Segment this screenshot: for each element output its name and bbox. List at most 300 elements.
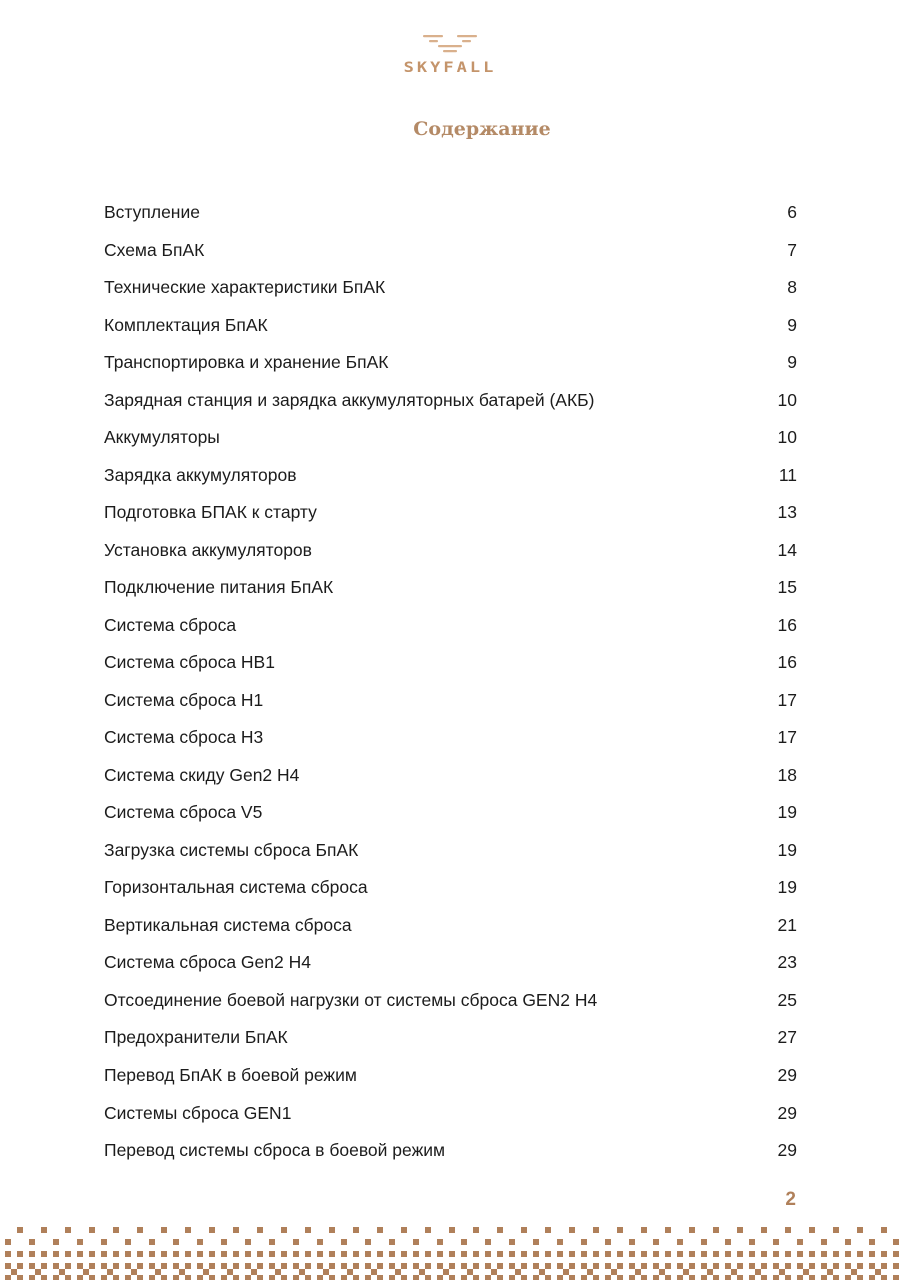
pattern-dot: [461, 1251, 467, 1257]
pattern-dot: [605, 1251, 611, 1257]
pattern-dot: [197, 1263, 203, 1269]
pattern-dot: [461, 1239, 467, 1245]
toc-entry[interactable]: [104, 500, 797, 524]
pattern-dot: [461, 1263, 467, 1269]
toc-entry[interactable]: [104, 838, 797, 862]
pattern-dot: [677, 1239, 683, 1245]
pattern-dot: [41, 1263, 47, 1269]
pattern-dot: [317, 1263, 323, 1269]
pattern-dot: [35, 1269, 41, 1275]
pattern-dot: [449, 1251, 455, 1257]
pattern-dot: [533, 1275, 539, 1280]
pattern-dot: [755, 1269, 761, 1275]
pattern-dot: [269, 1251, 275, 1257]
pattern-dot: [641, 1227, 647, 1233]
toc-entry-page: 23: [777, 952, 797, 973]
pattern-dot: [563, 1269, 569, 1275]
pattern-dot: [41, 1275, 47, 1280]
pattern-dot: [809, 1251, 815, 1257]
pattern-dot: [425, 1251, 431, 1257]
pattern-dot: [749, 1263, 755, 1269]
pattern-dot: [497, 1263, 503, 1269]
pattern-dot: [461, 1275, 467, 1280]
pattern-dot: [881, 1263, 887, 1269]
pattern-dot: [467, 1269, 473, 1275]
pattern-dot: [41, 1251, 47, 1257]
pattern-dot: [845, 1263, 851, 1269]
pattern-dot: [161, 1227, 167, 1233]
toc-entry-page: 18: [777, 764, 797, 785]
pattern-dot: [581, 1251, 587, 1257]
pattern-dot: [11, 1269, 17, 1275]
pattern-dot: [533, 1239, 539, 1245]
pattern-dot: [641, 1251, 647, 1257]
pattern-dot: [473, 1227, 479, 1233]
pattern-dot: [5, 1263, 11, 1269]
pattern-dot: [617, 1251, 623, 1257]
toc-entry-label: Перевод БпАК в боевой режим: [104, 1065, 357, 1085]
pattern-dot: [365, 1275, 371, 1280]
pattern-dot: [869, 1239, 875, 1245]
pattern-dot: [185, 1227, 191, 1233]
toc-entry-label: Система сброса Gen2 H4: [104, 952, 311, 973]
pattern-dot: [749, 1251, 755, 1257]
pattern-dot: [161, 1251, 167, 1257]
toc-entry[interactable]: [104, 763, 797, 787]
toc-entry[interactable]: [104, 950, 797, 974]
pattern-dot: [101, 1251, 107, 1257]
toc-entry-label: Зарядка аккумуляторов: [104, 464, 297, 485]
pattern-dot: [329, 1227, 335, 1233]
pattern-dot: [581, 1239, 587, 1245]
toc-entry-page: 27: [777, 1027, 797, 1048]
pixel-dot-pattern-icon: [0, 1215, 900, 1280]
toc-entry[interactable]: [104, 613, 797, 637]
pattern-dot: [341, 1251, 347, 1257]
pattern-dot: [5, 1239, 11, 1245]
pattern-dot: [89, 1275, 95, 1280]
toc-entry-page: 10: [777, 427, 797, 448]
pattern-dot: [725, 1263, 731, 1269]
pattern-dot: [521, 1275, 527, 1280]
pattern-dot: [77, 1251, 83, 1257]
toc-entry[interactable]: [104, 1025, 797, 1049]
toc-entry[interactable]: [104, 538, 797, 562]
pattern-dot: [749, 1239, 755, 1245]
pattern-dot: [557, 1263, 563, 1269]
pattern-dot: [329, 1263, 335, 1269]
toc-entry-label: Система сброса HB1: [104, 652, 275, 673]
pattern-dot: [581, 1275, 587, 1280]
toc-entry[interactable]: [104, 1138, 797, 1162]
pattern-dot: [17, 1227, 23, 1233]
pattern-dot: [803, 1269, 809, 1275]
pattern-dot: [377, 1227, 383, 1233]
pattern-dot: [533, 1251, 539, 1257]
pattern-dot: [761, 1227, 767, 1233]
pattern-dot: [569, 1275, 575, 1280]
pattern-dot: [437, 1263, 443, 1269]
pattern-dot: [761, 1275, 767, 1280]
pattern-dot: [233, 1275, 239, 1280]
pattern-dot: [65, 1263, 71, 1269]
toc-entry-label: Система скиду Gen2 H4: [104, 764, 300, 785]
pattern-dot: [233, 1227, 239, 1233]
pattern-dot: [299, 1269, 305, 1275]
pattern-dot: [725, 1251, 731, 1257]
pattern-dot: [29, 1239, 35, 1245]
pattern-dot: [893, 1275, 899, 1280]
pattern-dot: [113, 1251, 119, 1257]
pattern-dot: [521, 1251, 527, 1257]
pattern-dot: [257, 1275, 263, 1280]
pattern-dot: [725, 1239, 731, 1245]
pattern-dot: [413, 1275, 419, 1280]
toc-entry[interactable]: [104, 875, 797, 899]
toc-entry[interactable]: [104, 988, 797, 1012]
pattern-dot: [149, 1275, 155, 1280]
pattern-dot: [677, 1263, 683, 1269]
pattern-dot: [161, 1263, 167, 1269]
toc-entry-page: 10: [777, 389, 797, 410]
pattern-dot: [17, 1263, 23, 1269]
pattern-dot: [107, 1269, 113, 1275]
pattern-dot: [533, 1263, 539, 1269]
toc-entry-label: Система сброса H1: [104, 689, 264, 710]
pattern-dot: [59, 1269, 65, 1275]
pattern-dot: [53, 1275, 59, 1280]
pattern-dot: [53, 1251, 59, 1257]
pattern-dot: [341, 1263, 347, 1269]
pattern-dot: [341, 1239, 347, 1245]
pattern-dot: [101, 1263, 107, 1269]
pattern-dot: [701, 1251, 707, 1257]
pattern-dot: [845, 1251, 851, 1257]
pattern-dot: [233, 1251, 239, 1257]
pattern-dot: [245, 1239, 251, 1245]
pattern-dot: [785, 1227, 791, 1233]
pattern-dot: [293, 1251, 299, 1257]
pattern-dot: [203, 1269, 209, 1275]
pattern-dot: [617, 1227, 623, 1233]
toc-entry-label: Установка аккумуляторов: [104, 539, 312, 560]
pattern-dot: [677, 1275, 683, 1280]
pattern-dot: [29, 1263, 35, 1269]
pattern-dot: [653, 1275, 659, 1280]
pattern-dot: [731, 1269, 737, 1275]
pattern-dot: [185, 1251, 191, 1257]
pattern-dot: [689, 1263, 695, 1269]
pattern-dot: [113, 1275, 119, 1280]
pattern-dot: [257, 1251, 263, 1257]
toc-entry[interactable]: [104, 388, 797, 412]
pattern-dot: [251, 1269, 257, 1275]
pattern-dot: [449, 1227, 455, 1233]
pattern-dot: [785, 1275, 791, 1280]
toc-entry-label: Технические характеристики БпАК: [104, 277, 386, 297]
pattern-dot: [227, 1269, 233, 1275]
toc-entry[interactable]: [104, 238, 797, 262]
pattern-dot: [83, 1269, 89, 1275]
toc-entry-label: Горизонтальная система сброса: [104, 877, 368, 898]
pattern-dot: [305, 1263, 311, 1269]
pattern-dot: [425, 1275, 431, 1280]
pattern-dot: [65, 1251, 71, 1257]
toc-entry[interactable]: [104, 800, 797, 824]
pattern-dot: [329, 1275, 335, 1280]
pattern-dot: [77, 1239, 83, 1245]
pattern-dot: [389, 1263, 395, 1269]
toc-entry[interactable]: [104, 1063, 797, 1087]
toc-entry[interactable]: [104, 350, 797, 374]
pattern-dot: [653, 1251, 659, 1257]
pattern-dot: [41, 1227, 47, 1233]
pattern-dot: [641, 1263, 647, 1269]
pattern-dot: [851, 1269, 857, 1275]
pattern-dot: [809, 1227, 815, 1233]
toc-entry-label: Вертикальная система сброса: [104, 914, 352, 935]
toc-entry-page: 14: [777, 539, 797, 560]
pattern-dot: [149, 1251, 155, 1257]
pattern-dot: [197, 1239, 203, 1245]
toc-title: Содержание: [413, 118, 551, 140]
pattern-dot: [473, 1275, 479, 1280]
pattern-dot: [509, 1275, 515, 1280]
pattern-dot: [437, 1239, 443, 1245]
pattern-dot: [521, 1263, 527, 1269]
pattern-dot: [707, 1269, 713, 1275]
pattern-dot: [197, 1251, 203, 1257]
pattern-dot: [137, 1275, 143, 1280]
toc-entry-page: 8: [787, 277, 797, 297]
pattern-dot: [773, 1275, 779, 1280]
pattern-dot: [809, 1275, 815, 1280]
pattern-dot: [209, 1275, 215, 1280]
pattern-dot: [443, 1269, 449, 1275]
pattern-dot: [53, 1239, 59, 1245]
pattern-dot: [425, 1227, 431, 1233]
pattern-dot: [353, 1263, 359, 1269]
pattern-dot: [605, 1275, 611, 1280]
toc-entry-label: Предохранители БпАК: [104, 1027, 288, 1048]
pattern-dot: [773, 1239, 779, 1245]
pattern-dot: [761, 1263, 767, 1269]
pattern-dot: [101, 1239, 107, 1245]
pattern-dot: [173, 1275, 179, 1280]
toc-entry[interactable]: [104, 913, 797, 937]
toc-entry-page: 19: [777, 877, 797, 898]
toc-entry[interactable]: [104, 725, 797, 749]
toc-entry[interactable]: [104, 575, 797, 599]
toc-entry[interactable]: [104, 650, 797, 674]
pattern-dot: [29, 1275, 35, 1280]
pattern-dot: [353, 1227, 359, 1233]
pattern-dot: [329, 1251, 335, 1257]
pattern-dot: [881, 1275, 887, 1280]
pattern-dot: [893, 1239, 899, 1245]
toc-entry[interactable]: [104, 200, 797, 224]
pattern-dot: [269, 1239, 275, 1245]
pattern-dot: [53, 1263, 59, 1269]
pattern-dot: [113, 1227, 119, 1233]
pattern-dot: [293, 1239, 299, 1245]
pattern-dot: [797, 1251, 803, 1257]
pattern-dot: [545, 1227, 551, 1233]
pattern-dot: [605, 1239, 611, 1245]
pattern-dot: [497, 1251, 503, 1257]
pattern-dot: [389, 1251, 395, 1257]
toc-entry-label: Отсоединение боевой нагрузки от системы сброса GEN2 H4: [104, 989, 598, 1010]
pattern-dot: [659, 1269, 665, 1275]
pattern-dot: [713, 1227, 719, 1233]
pattern-dot: [785, 1251, 791, 1257]
pattern-dot: [89, 1251, 95, 1257]
toc-entry-label: Зарядная станция и зарядка аккумуляторных батарей (АКБ): [104, 389, 595, 410]
pattern-dot: [209, 1251, 215, 1257]
pattern-dot: [827, 1269, 833, 1275]
pattern-dot: [509, 1239, 515, 1245]
pattern-dot: [353, 1275, 359, 1280]
toc-entry-page: 15: [777, 577, 797, 598]
pattern-dot: [293, 1263, 299, 1269]
toc-entry-page: 16: [777, 614, 797, 635]
pattern-dot: [185, 1263, 191, 1269]
pattern-dot: [569, 1263, 575, 1269]
toc-entry-page: 17: [777, 727, 797, 748]
pattern-dot: [125, 1263, 131, 1269]
pattern-dot: [77, 1275, 83, 1280]
pattern-dot: [665, 1227, 671, 1233]
pattern-dot: [305, 1227, 311, 1233]
pattern-dot: [149, 1263, 155, 1269]
toc-entry-page: 17: [777, 689, 797, 710]
pattern-dot: [437, 1251, 443, 1257]
pattern-dot: [137, 1251, 143, 1257]
pattern-dot: [125, 1275, 131, 1280]
pattern-dot: [881, 1251, 887, 1257]
pattern-dot: [317, 1275, 323, 1280]
pattern-dot: [377, 1263, 383, 1269]
pattern-dot: [221, 1239, 227, 1245]
pattern-dot: [395, 1269, 401, 1275]
pattern-dot: [833, 1227, 839, 1233]
pattern-dot: [449, 1263, 455, 1269]
pattern-dot: [347, 1269, 353, 1275]
pattern-dot: [605, 1263, 611, 1269]
skyfall-chevron-bars-icon: [0, 0, 900, 60]
pattern-dot: [401, 1227, 407, 1233]
toc-entry-label: Система сброса: [104, 614, 237, 635]
pattern-dot: [629, 1251, 635, 1257]
toc-entry-label: Схема БпАК: [104, 239, 205, 260]
pattern-dot: [683, 1269, 689, 1275]
pattern-dot: [419, 1269, 425, 1275]
pattern-dot: [779, 1269, 785, 1275]
pattern-dot: [539, 1269, 545, 1275]
pattern-dot: [65, 1227, 71, 1233]
toc-entry-page: 7: [787, 239, 797, 260]
pattern-dot: [713, 1275, 719, 1280]
toc-entry[interactable]: [104, 313, 797, 337]
pattern-dot: [641, 1275, 647, 1280]
pattern-dot: [713, 1251, 719, 1257]
toc-entry-label: Перевод системы сброса в боевой режим: [104, 1140, 446, 1160]
pattern-dot: [629, 1275, 635, 1280]
pattern-dot: [611, 1269, 617, 1275]
pattern-dot: [713, 1263, 719, 1269]
pattern-dot: [221, 1263, 227, 1269]
pattern-dot: [353, 1251, 359, 1257]
pattern-dot: [509, 1263, 515, 1269]
pattern-dot: [413, 1251, 419, 1257]
pattern-dot: [149, 1239, 155, 1245]
pattern-dot: [545, 1251, 551, 1257]
pattern-dot: [173, 1251, 179, 1257]
pattern-dot: [857, 1251, 863, 1257]
pattern-dot: [833, 1275, 839, 1280]
brand-logo: [0, 0, 900, 90]
toc-entry[interactable]: [104, 275, 797, 299]
pattern-dot: [629, 1263, 635, 1269]
pattern-dot: [377, 1275, 383, 1280]
pattern-dot: [473, 1263, 479, 1269]
pattern-dot: [581, 1263, 587, 1269]
toc-entry-label: Загрузка системы сброса БпАК: [104, 839, 359, 860]
pattern-dot: [749, 1275, 755, 1280]
toc-entry[interactable]: [104, 463, 797, 487]
toc-entry[interactable]: [104, 1101, 797, 1125]
pattern-dot: [653, 1263, 659, 1269]
pattern-dot: [5, 1275, 11, 1280]
pattern-dot: [515, 1269, 521, 1275]
pattern-dot: [593, 1251, 599, 1257]
pattern-dot: [689, 1251, 695, 1257]
pattern-dot: [785, 1263, 791, 1269]
pattern-dot: [401, 1263, 407, 1269]
toc-entry-page: 9: [787, 352, 797, 373]
toc-entry-page: 13: [777, 502, 797, 523]
toc-entry[interactable]: [104, 425, 797, 449]
toc-entry-label: Транспортировка и хранение БпАК: [104, 352, 389, 373]
toc-entry-page: 19: [777, 802, 797, 823]
pattern-dot: [89, 1263, 95, 1269]
toc-entry-page: 9: [787, 314, 797, 335]
pattern-dot: [257, 1263, 263, 1269]
pattern-dot: [269, 1275, 275, 1280]
pattern-dot: [677, 1251, 683, 1257]
pattern-dot: [557, 1239, 563, 1245]
pattern-dot: [593, 1263, 599, 1269]
toc-entry-page: 29: [777, 1102, 797, 1123]
pattern-dot: [509, 1251, 515, 1257]
toc-entry-page: 21: [777, 914, 797, 935]
toc-entry[interactable]: [104, 688, 797, 712]
pattern-dot: [485, 1275, 491, 1280]
pattern-dot: [17, 1251, 23, 1257]
pattern-dot: [653, 1239, 659, 1245]
pattern-dot: [665, 1275, 671, 1280]
pattern-dot: [773, 1263, 779, 1269]
pattern-dot: [893, 1251, 899, 1257]
pattern-dot: [545, 1275, 551, 1280]
pattern-dot: [761, 1251, 767, 1257]
pattern-dot: [473, 1251, 479, 1257]
pattern-dot: [269, 1263, 275, 1269]
pattern-dot: [485, 1263, 491, 1269]
pattern-dot: [365, 1251, 371, 1257]
toc-entry-page: 16: [777, 652, 797, 673]
pattern-dot: [437, 1275, 443, 1280]
